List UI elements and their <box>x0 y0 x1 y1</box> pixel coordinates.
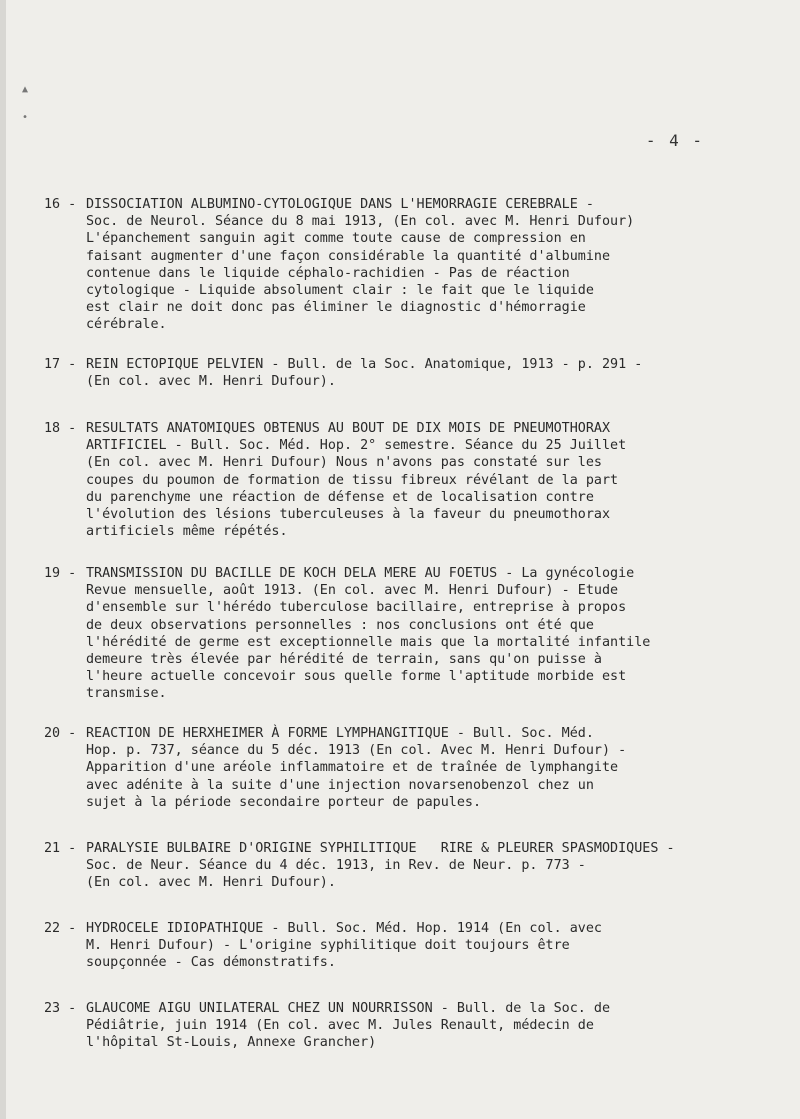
entry-line: sujet à la période secondaire porteur de papules. <box>86 794 482 810</box>
entry-22 <box>44 920 774 972</box>
entry-line: (En col. avec M. Henri Dufour) Nous n'avons pas constaté sur les <box>86 455 602 471</box>
entry-line: cérébrale. <box>86 317 167 333</box>
entry-line: transmise. <box>86 686 167 702</box>
entry-line: demeure très élevée par hérédité de terrain, sans qu'on puisse à <box>86 652 602 668</box>
entry-line: Apparition d'une aréole inflammatoire et de traînée de lymphangite <box>86 760 619 776</box>
entry-21 <box>44 840 774 892</box>
entry-text <box>86 1000 774 1052</box>
entry-number: 18 - <box>44 421 77 436</box>
entry-line: (En col. avec M. Henri Dufour). <box>86 875 336 891</box>
entry-line: cytologique - Liquide absolument clair : le fait que le liquide <box>86 283 594 299</box>
entry-title-line: DISSOCIATION ALBUMINO-CYTOLOGIQUE DANS L'HEMORRAGIE CEREBRALE - <box>86 197 594 212</box>
entry-line: avec adénite à la suite d'une injection novarsenobenzol chez un <box>86 777 594 793</box>
entry-line: d'ensemble sur l'hérédo tuberculose bacillaire, entreprise à propos <box>86 600 627 616</box>
entry-number: 23 - <box>44 1001 77 1016</box>
entry-number: 19 - <box>44 566 77 581</box>
entry-20 <box>44 725 774 811</box>
entry-line: artificiels même répétés. <box>86 524 288 540</box>
entry-line: (En col. avec M. Henri Dufour). <box>86 374 336 390</box>
entry-line: contenue dans le liquide céphalo-rachidien - Pas de réaction <box>86 265 570 281</box>
entry-text <box>86 565 774 703</box>
entry-text <box>86 356 774 390</box>
entry-number: 22 - <box>44 921 77 936</box>
entry-line: l'heure actuelle concevoir sous quelle forme l'aptitude morbide est <box>86 669 627 685</box>
entry-line: faisant augmenter d'une façon considérable la quantité d'albumine <box>86 248 611 264</box>
entry-line: l'hérédité de germe est exceptionnelle mais que la mortalité infantile <box>86 634 651 650</box>
entry-line: Pédiâtrie, juin 1914 (En col. avec M. Jules Renault, médecin de <box>86 1018 594 1034</box>
entry-title-line: TRANSMISSION DU BACILLE DE KOCH DELA MERE AU FOETUS - La gynécologie <box>86 566 635 581</box>
entry-line: l'hôpital St-Louis, Annexe Grancher) <box>86 1035 377 1051</box>
entry-text <box>86 196 774 334</box>
binding-mark-top: ▲ <box>22 84 29 95</box>
entry-title-line: RESULTATS ANATOMIQUES OBTENUS AU BOUT DE DIX MOIS DE PNEUMOTHORAX <box>86 421 611 436</box>
entry-text <box>86 725 774 811</box>
entry-line: coupes du poumon de formation de tissu fibreux révélant de la part <box>86 472 619 488</box>
entry-line: l'évolution des lésions tuberculeuses à la faveur du pneumothorax <box>86 507 611 523</box>
entry-18 <box>44 420 774 540</box>
entry-line: est clair ne doit donc pas éliminer le diagnostic d'hémorragie <box>86 300 586 316</box>
page-left-edge <box>0 0 6 1119</box>
entry-17 <box>44 356 774 390</box>
entry-line: Hop. p. 737, séance du 5 déc. 1913 (En col. Avec M. Henri Dufour) - <box>86 743 627 759</box>
entry-number: 21 - <box>44 841 77 856</box>
entry-line: M. Henri Dufour) - L'origine syphilitique doit toujours être <box>86 938 570 954</box>
entry-title-line: GLAUCOME AIGU UNILATERAL CHEZ UN NOURRISSON - Bull. de la Soc. de <box>86 1001 611 1016</box>
entry-title-line: PARALYSIE BULBAIRE D'ORIGINE SYPHILITIQUE RIRE & PLEURER SPASMODIQUES - <box>86 841 675 856</box>
entry-23 <box>44 1000 774 1052</box>
entry-line: soupçonnée - Cas démonstratifs. <box>86 955 336 971</box>
entry-number: 17 - <box>44 357 77 372</box>
entry-line: Revue mensuelle, août 1913. (En col. avec M. Henri Dufour) - Etude <box>86 583 619 599</box>
entry-line: Soc. de Neurol. Séance du 8 mai 1913, (En col. avec M. Henri Dufour) <box>86 214 635 230</box>
entry-text <box>86 420 774 540</box>
binding-mark-bottom: • <box>22 112 29 123</box>
entry-title-line: REACTION DE HERXHEIMER À FORME LYMPHANGITIQUE - Bull. Soc. Méd. <box>86 726 594 741</box>
entry-line: de deux observations personnelles : nos conclusions ont été que <box>86 617 594 633</box>
page-number: - 4 - <box>645 131 704 150</box>
entry-19 <box>44 565 774 703</box>
entry-number: 16 - <box>44 197 77 212</box>
entry-line: du parenchyme une réaction de défense et de localisation contre <box>86 489 594 505</box>
entry-title-line: HYDROCELE IDIOPATHIQUE - Bull. Soc. Méd. Hop. 1914 (En col. avec <box>86 921 602 936</box>
entry-line: Soc. de Neur. Séance du 4 déc. 1913, in Rev. de Neur. p. 773 - <box>86 858 586 874</box>
entry-text <box>86 920 774 972</box>
entry-text <box>86 840 774 892</box>
entry-16 <box>44 196 774 334</box>
entry-line: L'épanchement sanguin agit comme toute cause de compression en <box>86 231 586 247</box>
entry-number: 20 - <box>44 726 77 741</box>
entry-title-line: REIN ECTOPIQUE PELVIEN - Bull. de la Soc. Anatomique, 1913 - p. 291 - <box>86 357 643 372</box>
entry-line: ARTIFICIEL - Bull. Soc. Méd. Hop. 2° semestre. Séance du 25 Juillet <box>86 438 627 454</box>
